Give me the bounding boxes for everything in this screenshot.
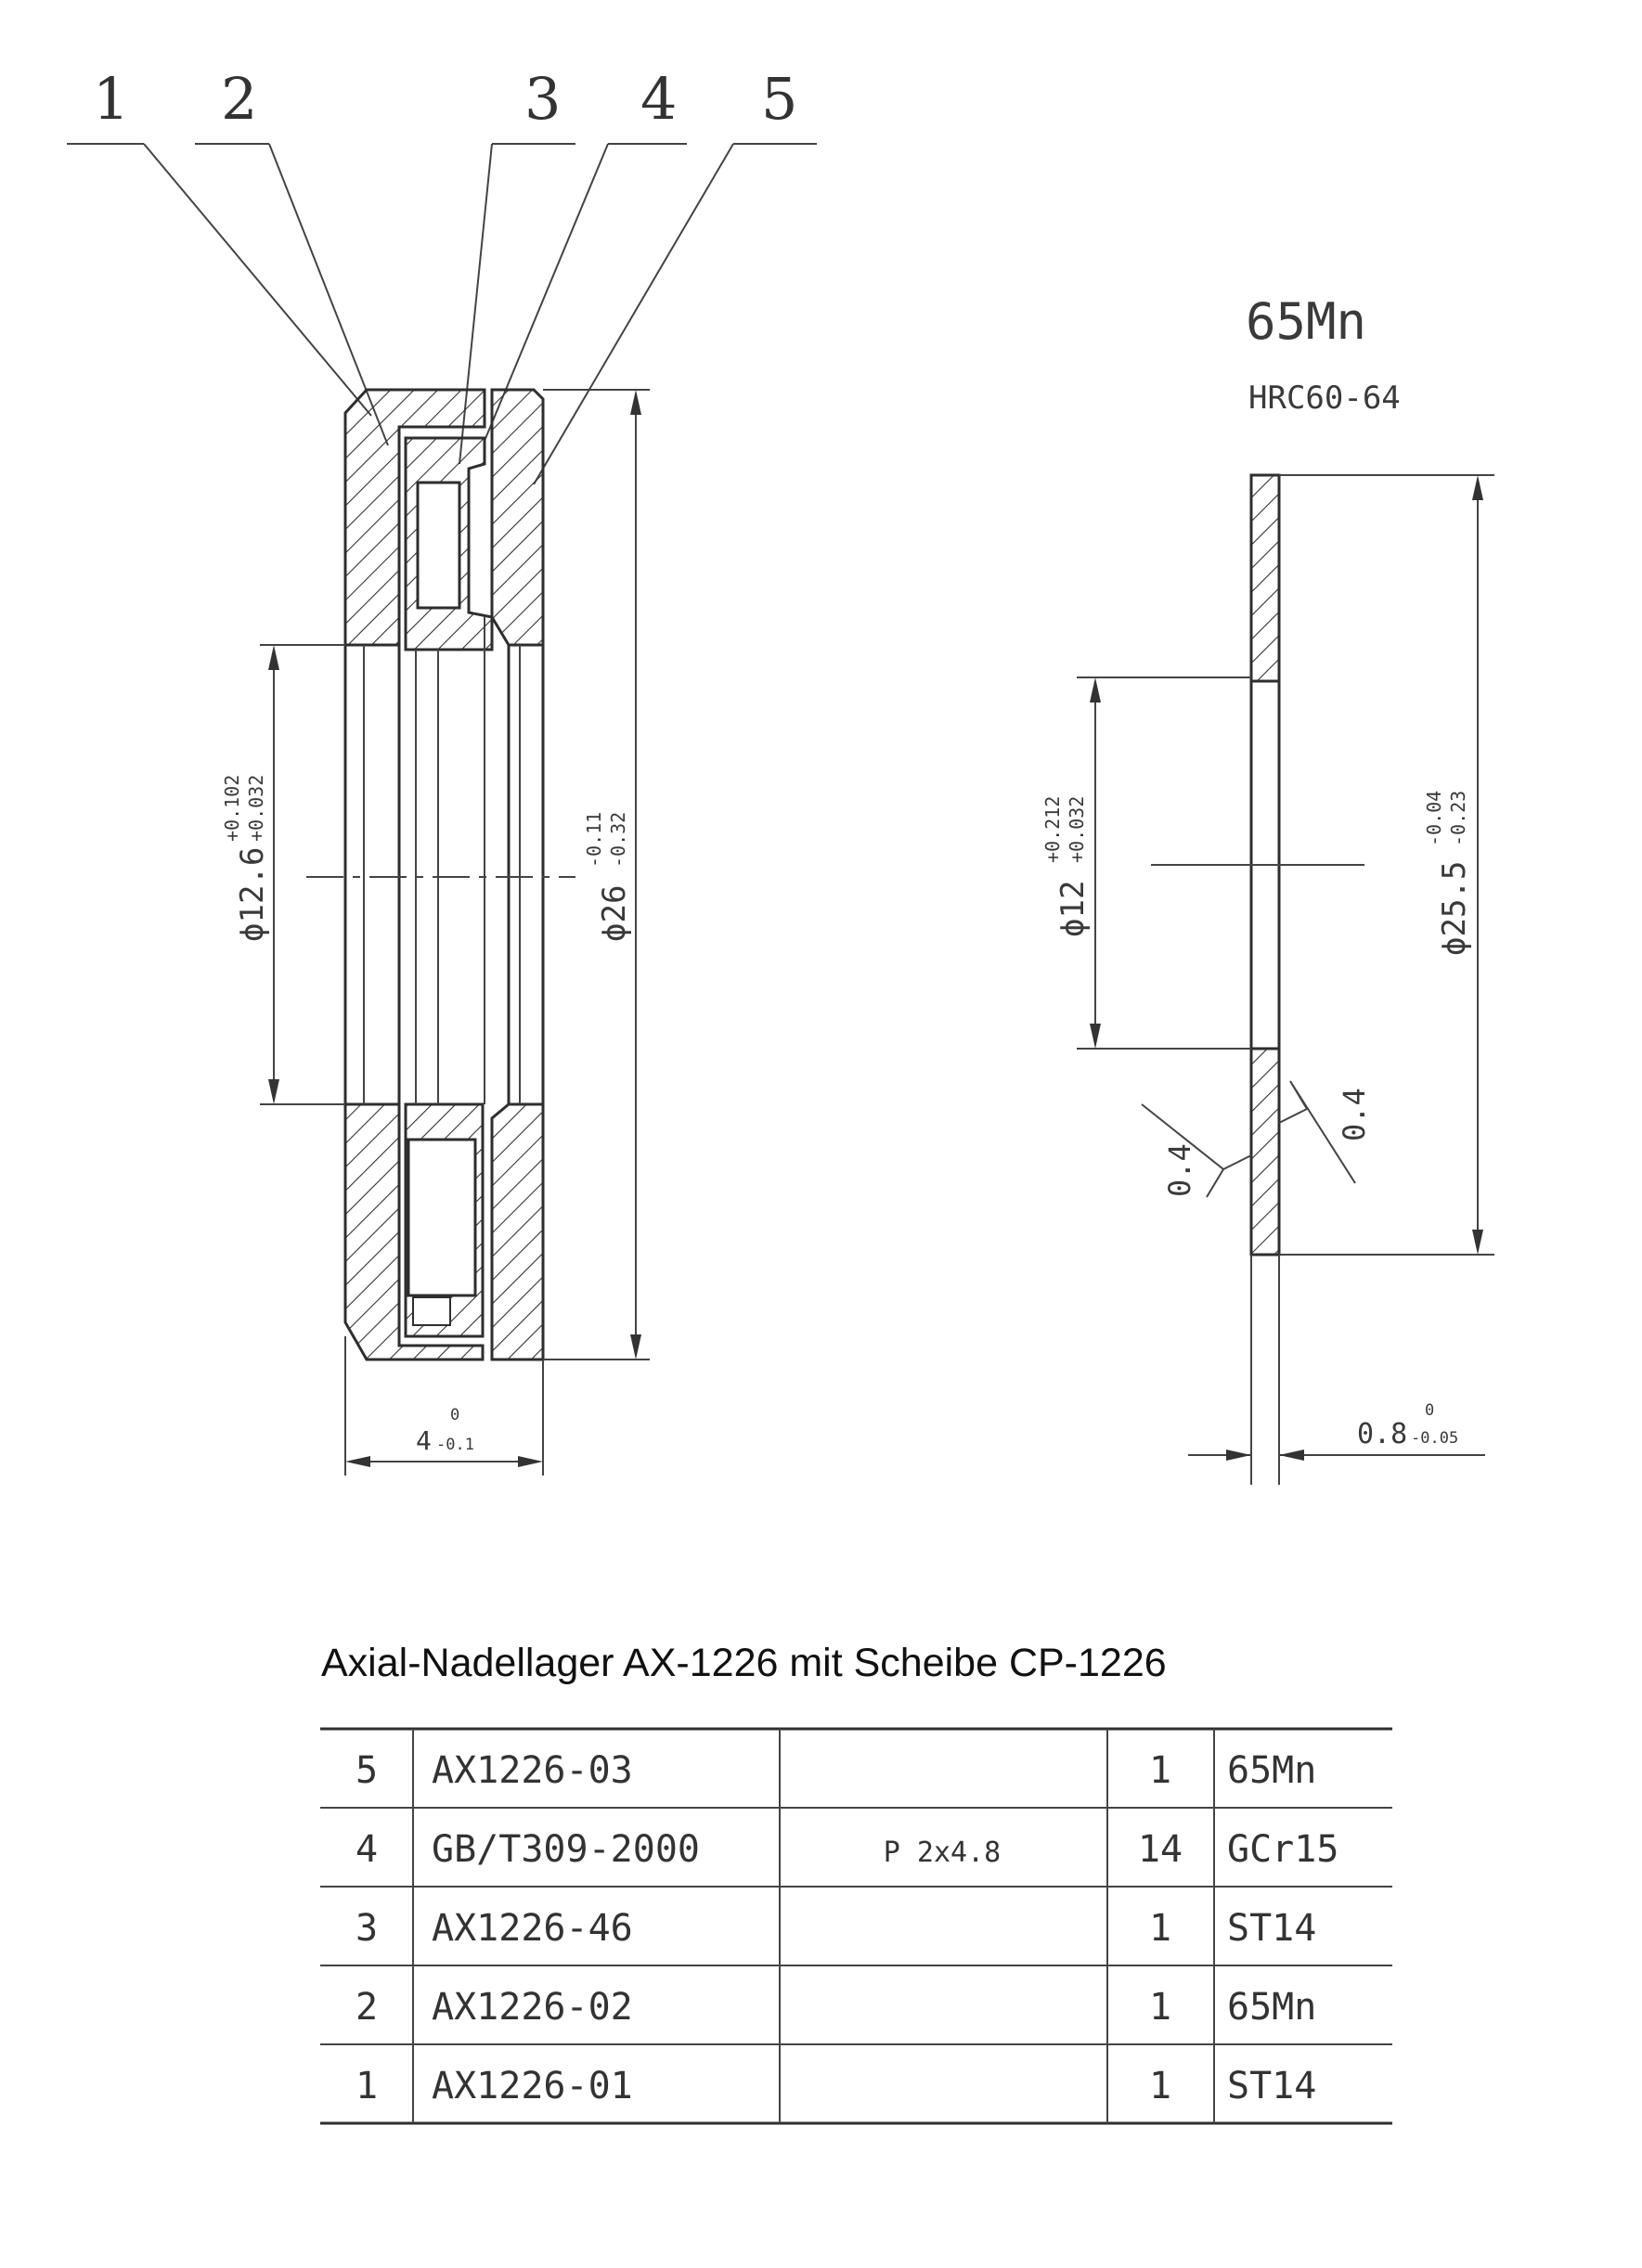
washer-inner-tol-upper: +0.212 — [1041, 795, 1064, 863]
parts-cell-part: AX1226-03 — [432, 1749, 633, 1792]
parts-cell-qty: 1 — [1148, 1749, 1172, 1792]
roughness-symbol-right — [1279, 1081, 1372, 1183]
parts-cell-material: 65Mn — [1227, 1749, 1317, 1792]
washer-section-view — [1041, 292, 1494, 1485]
leader-line-1 — [144, 144, 371, 416]
parts-cell-pos: 4 — [355, 1828, 379, 1871]
parts-cell-material: GCr15 — [1227, 1828, 1339, 1871]
inner-washer-top — [492, 390, 543, 645]
parts-cell-material: ST14 — [1227, 1907, 1317, 1950]
washer-bottom-section — [1251, 1049, 1279, 1255]
parts-cell-part: AX1226-46 — [432, 1907, 633, 1950]
parts-cell-pos: 1 — [355, 2065, 379, 2107]
parts-cell-material: ST14 — [1227, 2065, 1317, 2107]
leader-line-5 — [534, 144, 733, 484]
needle-roller-top — [418, 483, 459, 608]
parts-list-table — [320, 1729, 1392, 2123]
parts-row — [356, 1828, 1338, 1871]
parts-cell-spec: P 2x4.8 — [883, 1836, 1002, 1869]
parts-row — [356, 1986, 1316, 2029]
parts-row — [356, 2065, 1316, 2107]
parts-cell-material: 65Mn — [1227, 1986, 1317, 2029]
bearing-outer-diameter: ϕ26 — [596, 884, 633, 942]
bearing-inner-tol-lower: +0.032 — [245, 774, 267, 842]
washer-outer-tol-lower: -0.23 — [1447, 790, 1469, 846]
washer-top-section — [1251, 475, 1279, 681]
callout-1: 1 — [93, 65, 130, 133]
bearing-outer-tol-upper: -0.11 — [583, 811, 605, 868]
washer-inner-diameter: ϕ12 — [1054, 880, 1092, 937]
bearing-inner-diameter: ϕ12.6 — [234, 846, 271, 942]
parts-row — [356, 1907, 1316, 1950]
drawing-caption: Axial-Nadellager AX-1226 mit Scheibe CP-1226 — [321, 1641, 1167, 1685]
inner-washer-bottom — [492, 1104, 543, 1360]
washer-thickness: 0.8 — [1357, 1418, 1408, 1450]
bearing-section-view — [221, 390, 650, 1475]
roughness-right-value: 0.4 — [1337, 1088, 1372, 1141]
parts-cell-qty: 14 — [1137, 1828, 1183, 1871]
parts-cell-part: AX1226-02 — [432, 1986, 633, 2029]
parts-cell-part: AX1226-01 — [432, 2065, 633, 2107]
bearing-outer-tol-lower: -0.32 — [607, 811, 629, 868]
parts-cell-qty: 1 — [1148, 1986, 1172, 2029]
roughness-left-value: 0.4 — [1162, 1143, 1197, 1197]
parts-cell-qty: 1 — [1148, 1907, 1172, 1950]
washer-thickness-tol-upper: 0 — [1425, 1401, 1435, 1420]
parts-cell-qty: 1 — [1148, 2065, 1172, 2107]
callout-4: 4 — [640, 65, 678, 133]
washer-material: 65Mn — [1246, 292, 1367, 351]
parts-cell-part: GB/T309-2000 — [432, 1828, 700, 1871]
washer-outer-diameter: ϕ25.5 — [1436, 860, 1473, 956]
bearing-width-tol-upper: 0 — [450, 1406, 460, 1424]
callout-3: 3 — [524, 65, 562, 133]
washer-hardness: HRC60-64 — [1248, 380, 1401, 417]
parts-cell-pos: 5 — [355, 1749, 379, 1792]
washer-inner-tol-lower: +0.032 — [1066, 795, 1088, 863]
washer-thickness-tol-lower: -0.05 — [1411, 1429, 1459, 1448]
parts-row — [356, 1749, 1316, 1792]
parts-cell-pos: 3 — [355, 1907, 379, 1950]
roughness-symbol-left — [1142, 1104, 1251, 1197]
callout-2: 2 — [221, 65, 258, 133]
bearing-inner-tol-upper: +0.102 — [221, 774, 243, 842]
bearing-width: 4 — [416, 1425, 432, 1456]
callout-5: 5 — [761, 65, 798, 133]
parts-cell-pos: 2 — [355, 1986, 379, 2029]
bearing-width-tol-lower: -0.1 — [436, 1436, 474, 1454]
washer-outer-tol-upper: -0.04 — [1423, 790, 1445, 846]
needle-roller-bottom — [408, 1140, 475, 1295]
